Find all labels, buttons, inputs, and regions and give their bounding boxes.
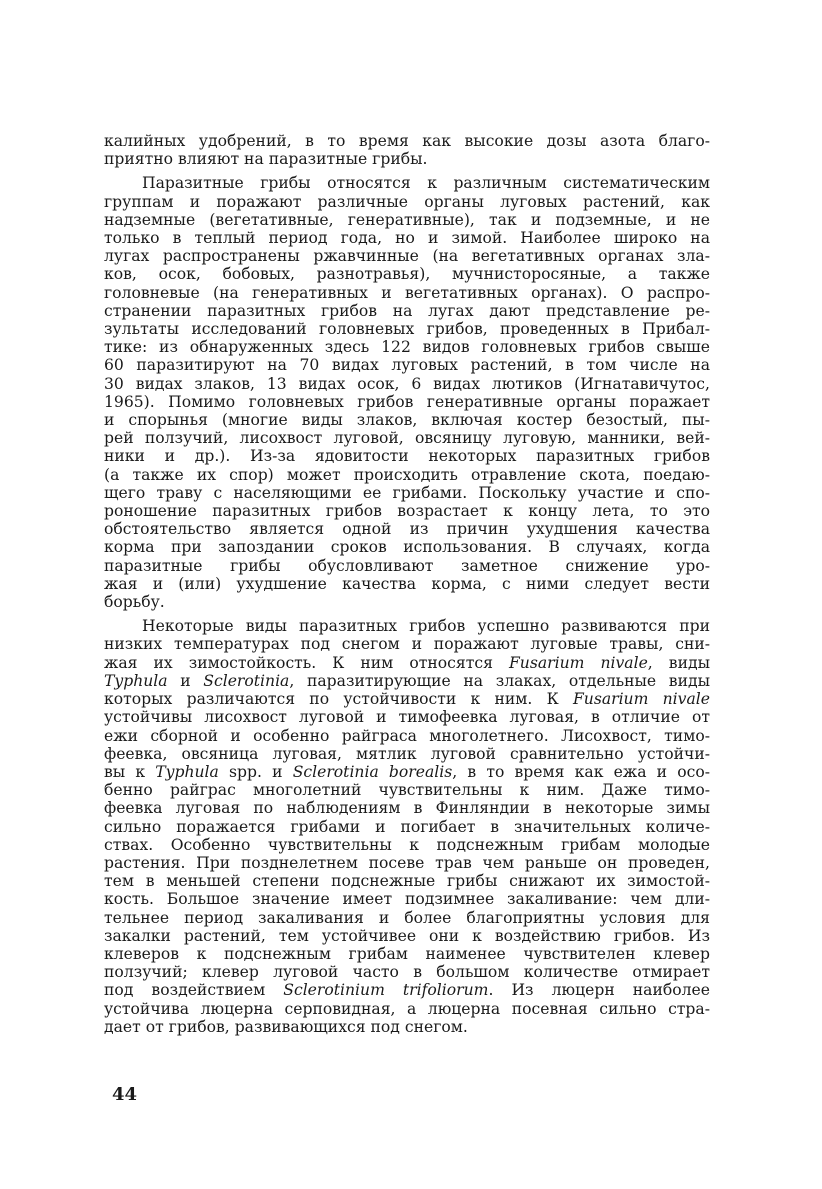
text-line: устойчивы лисохвост луговой и тимофеевка луговая, в отличие от	[104, 708, 710, 727]
text-line: ники и др.). Из-за ядовитости некоторых паразитных грибов	[104, 447, 710, 466]
text-line: ежи сборной и особенно райграса многолетнего. Лисохвост, тимо-	[104, 726, 710, 745]
text-line: 60 паразитируют на 70 видах луговых растений, в том числе на	[104, 356, 710, 375]
text-line: бенно райграс многолетний чувствительны к ним. Даже тимо-	[104, 781, 710, 800]
text-line: только в теплый период года, но и зимой. Наиболее широко на	[104, 229, 710, 248]
text-line: борьбу.	[104, 593, 165, 612]
text-line: Некоторые виды паразитных грибов успешно развиваются при	[142, 617, 710, 636]
text-line: рей ползучий, лисохвост луговой, овсяницу луговую, манники, вей-	[104, 429, 710, 448]
text-line: жая и (или) ухудшение качества корма, с ними следует вести	[104, 574, 710, 593]
text-line: приятно влияют на паразитные грибы.	[104, 150, 428, 169]
text-line: надземные (вегетативные, генеративные), так и подземные, и не	[104, 210, 710, 229]
text-line: ков, осок, бобовых, разнотравья), мучнисторосяные, а также	[104, 265, 710, 284]
text-line: устойчива люцерна серповидная, а люцерна посевная сильно стра-	[104, 999, 710, 1018]
text-line: 30 видах злаков, 13 видах осок, 6 видах лютиков (Игнатавичутос,	[104, 374, 710, 393]
text-line: тем в меньшей степени подснежные грибы снижают их зимостой-	[104, 872, 710, 891]
paragraph-3	[104, 617, 710, 1036]
text-line: жая их зимостойкость. К ним относятся Fusarium nivale, виды	[104, 653, 710, 672]
text-line: дает от грибов, развивающихся под снегом.	[104, 1017, 468, 1036]
text-line: сильно поражается грибами и погибает в значительных количе-	[104, 817, 710, 836]
text-line: и спорынья (многие виды злаков, включая костер безостый, пы-	[104, 411, 710, 430]
text-line: ползучий; клевер луговой часто в большом количестве отмирает	[104, 963, 710, 982]
text-line: группам и поражают различные органы луговых растений, как	[104, 192, 710, 211]
text-line: ствах. Особенно чувствительны к подснежным грибам молодые	[104, 835, 710, 854]
text-line: тельнее период закаливания и более благоприятны условия для	[104, 908, 710, 927]
text-line: Typhula и Sclerotinia, паразитирующие на злаках, отдельные виды	[104, 671, 710, 690]
text-line: калийных удобрений, в то время как высокие дозы азота благо-	[104, 132, 710, 150]
text-line: под воздействием Sclerotinium trifoliorum. Из люцерн наиболее	[104, 981, 710, 1000]
text-line: вы к Typhula spp. и Sclerotinia borealis, в то время как ежа и осо-	[104, 762, 710, 781]
text-line: роношение паразитных грибов возрастает к концу лета, то это	[104, 502, 710, 521]
text-line: зультаты исследований головневых грибов, проведенных в Прибал-	[104, 320, 710, 339]
text-line: которых различаются по устойчивости к ним. К Fusarium nivale	[104, 690, 710, 709]
text-line: растения. При позднелетнем посеве трав чем раньше он проведен,	[104, 853, 710, 872]
text-line: странении паразитных грибов на лугах дают представление ре-	[104, 301, 710, 320]
text-line: головневые (на генеративных и вегетативных органах). О распро-	[104, 283, 710, 302]
text-line: феевка луговая по наблюдениям в Финляндии в некоторые зимы	[104, 799, 710, 818]
page-body	[104, 132, 710, 1036]
text-line: 1965). Помимо головневых грибов генеративные органы поражает	[104, 392, 710, 411]
text-line: Паразитные грибы относятся к различным систематическим	[142, 174, 710, 193]
text-line: (а также их спор) может происходить отравление скота, поедаю-	[104, 465, 710, 484]
paragraph-1	[104, 132, 710, 168]
text-line: лугах распространены ржавчинные (на вегетативных органах зла-	[104, 247, 710, 266]
text-line: клеверов к подснежным грибам наименее чувствителен клевер	[104, 944, 710, 963]
text-line: корма при запоздании сроков использования. В случаях, когда	[104, 538, 710, 557]
text-line: тике: из обнаруженных здесь 122 видов головневых грибов свыше	[104, 338, 710, 357]
text-line: обстоятельство является одной из причин ухудшения качества	[104, 520, 710, 539]
text-line: паразитные грибы обусловливают заметное снижение уро-	[104, 556, 710, 575]
text-line: феевка, овсяница луговая, мятлик луговой сравнительно устойчи-	[104, 744, 710, 763]
text-line: щего траву с населяющими ее грибами. Поскольку участие и спо-	[104, 483, 710, 502]
paragraph-2	[104, 174, 710, 611]
text-line: низких температурах под снегом и поражают луговые травы, сни-	[104, 635, 710, 654]
text-line: закалки растений, тем устойчивее они к воздействию грибов. Из	[104, 926, 710, 945]
text-line: кость. Большое значение имеет подзимнее закаливание: чем дли-	[104, 890, 710, 909]
page-number: 44	[112, 1084, 138, 1105]
